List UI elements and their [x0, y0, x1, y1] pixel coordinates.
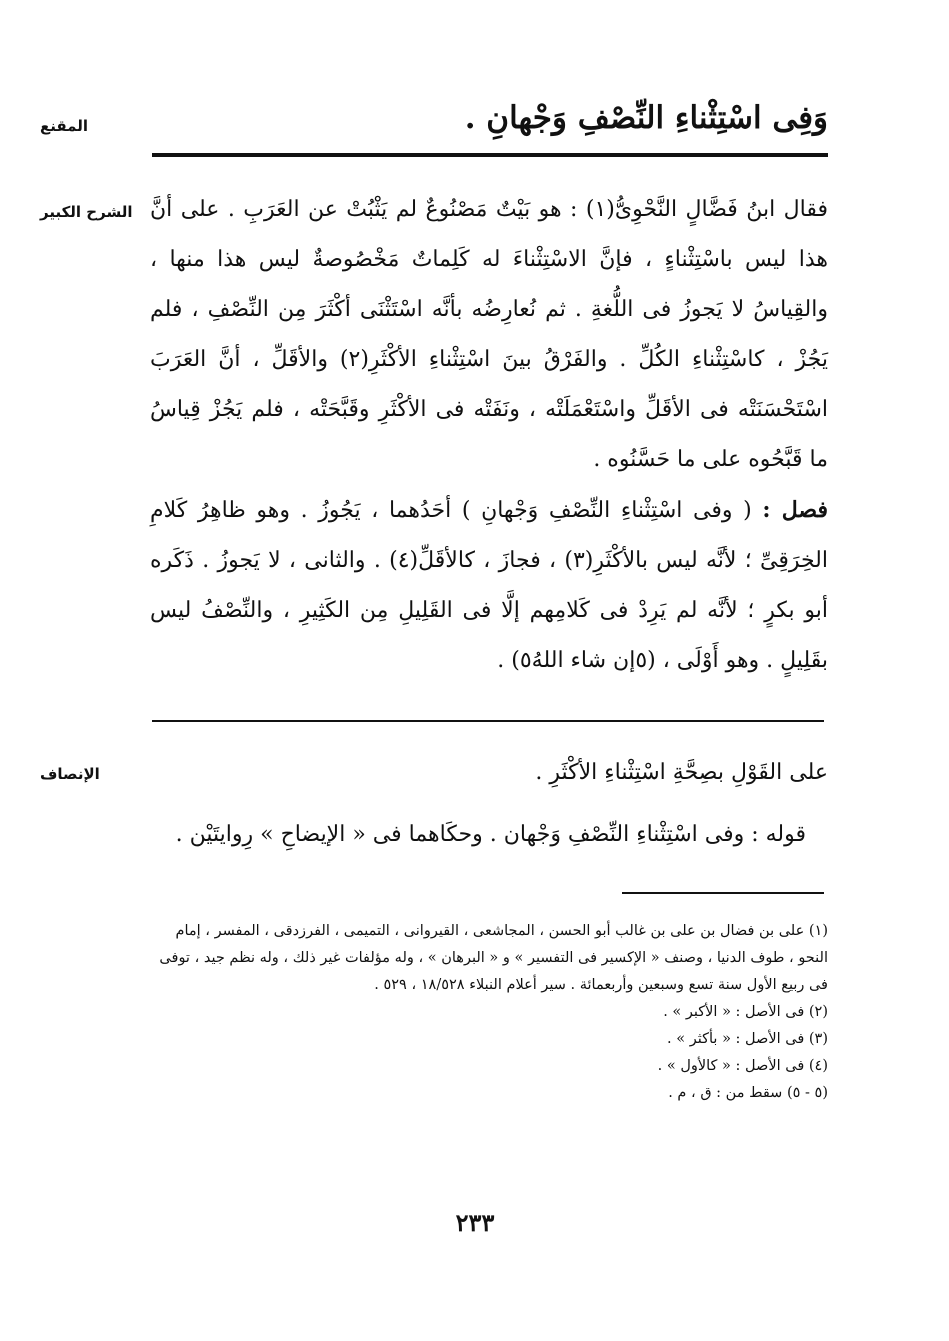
page-title: وَفِى اسْتِثْناءِ النِّصْفِ وَجْهانِ . — [464, 100, 828, 136]
insaf-line-2: قوله : وفى اسْتِثْناءِ النِّصْفِ وَجْهان . وحكَاهما فى « الإيضاحِ » رِوايتَيْن . — [175, 822, 806, 847]
sharh-paragraph-2 — [150, 485, 828, 686]
footnote-rule — [622, 892, 824, 894]
footnote-1: (١) على بن فضال بن على بن غالب أبو الحسن ، المجاشعى ، القيروانى ، التميمى ، الفرزدقى ، المفسر ، إمام النحو ، طوف الدنيا ، وصنف « الإكسير فى التفسير » و « البرهان » ، وله مؤلفات غير ذلك ، وله نظم جيد ، توفى فى ربيع الأول سنة تسع وسبعين وأربعمائة . سير أعلام النبلاء ١٨/٥٢٨ ، ٥٢٩ . — [159, 923, 828, 993]
footnote-3: (٣) فى الأصل : « بأكثر » . — [667, 1031, 828, 1047]
footnote-4: (٤) فى الأصل : « كالأول » . — [657, 1058, 828, 1074]
insaf-section — [150, 748, 828, 860]
section-divider — [152, 720, 824, 722]
sharh-paragraph-1: فقال ابنُ فَضَّالٍ النَّحْوِىُّ(١) : هو بَيْتٌ مَصْنُوعٌ لم يَثْبُتْ عن العَرَبِ . على أنَّ هذا ليس باسْتِثْناءٍ ، فإنَّ الاسْتِثْناءَ له كَلِماتٌ مَخْصُوصةٌ ليس هذا منها ، والقِياسُ لا يَجوزُ فى اللُّغةِ . ثم نُعارِضُه بأنَّه اسْتَثْنَى أكْثَرَ مِن النِّصْفِ ، فلم يَجُزْ ، كاسْتِثْناءِ الكُلِّ . والفَرْقُ بينَ اسْتِثْناءِ الأكْثَرِ(٢) والأقَلِّ ، أنَّ العَرَبَ اسْتَحْسَنَتْه فى الأقَلِّ واسْتَعْمَلَتْه ، ونَفَتْه فى الأكْثَرِ وقَبَّحَتْه ، فلم يَجُزْ قِياسُ ما قَبَّحُوه على ما حَسَّنُوه . — [150, 197, 828, 472]
fasl-text: ( وفى اسْتِثْناءِ النِّصْفِ وَجْهانِ ) أحَدُهما ، يَجُوزُ . وهو ظاهِرُ كَلامِ الخِرَقِىِّ ؛ لأنَّه ليس بالأكْثَرِ(٣) ، فجازَ ، كالأقَلِّ(٤) . والثانى ، لا يَجوزُ . ذَكَره أبو بكرٍ ؛ لأنَّه لم يَرِدْ فى كَلامِهم إلَّا فى القَلِيلِ مِن الكَثِيرِ ، والنِّصْفُ ليس بقَلِيلٍ . وهو أَوْلَى ، (٥إن شاء اللهُ٥) . — [150, 498, 828, 673]
fasl-heading: فصل : — [762, 497, 828, 523]
footnote-2: (٢) فى الأصل : « الأكبر » . — [663, 1004, 828, 1020]
side-label-sharh: الشرح الكبير — [40, 203, 133, 221]
footnotes — [150, 918, 828, 1107]
side-label-insaf: الإنصاف — [40, 765, 100, 783]
sharh-section — [150, 185, 828, 686]
page-number: ٢٣٣ — [455, 1208, 495, 1237]
footnote-5: (٥ - ٥) سقط من : ق ، م . — [668, 1085, 828, 1101]
insaf-line-1: على القَوْلِ بصِحَّةِ اسْتِثْناءِ الأكْثَرِ . — [535, 760, 828, 785]
side-label-muqni: المقنع — [40, 117, 88, 135]
header-rule — [152, 153, 828, 157]
